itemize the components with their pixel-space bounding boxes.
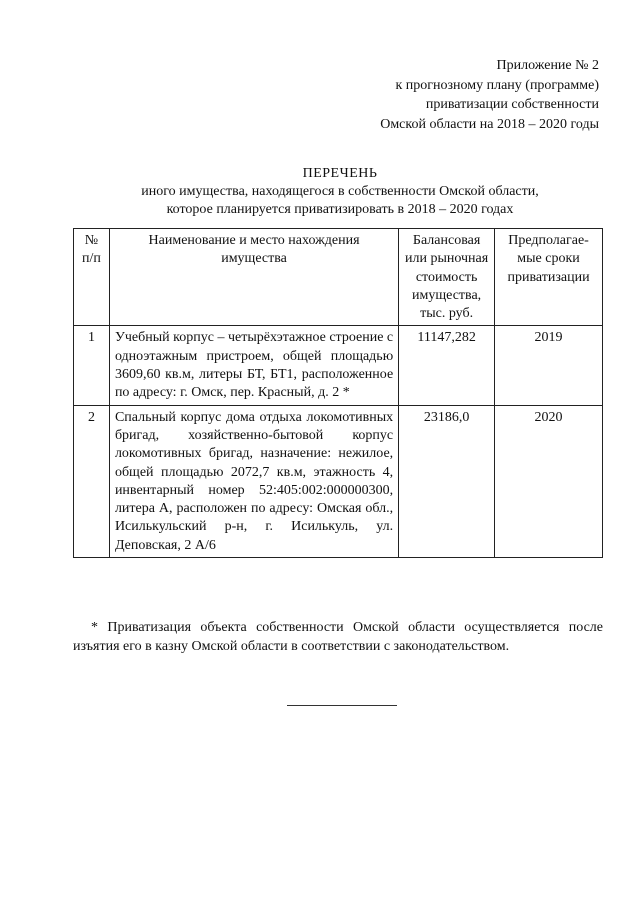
row-name: Спальный корпус дома отдыха локомотивных бригад, хозяйственно-бытовой корпус локомотивных бригад, назначение: нежилое, общей площадью 2072,7 кв.м, этажность 4, инвентарный номер 52:405:002:000000300, литера А, расположен по адресу: Омская обл., Исилькульский р-н, г. Исилькуль, ул. Деповская, 2 А/6 [109,405,398,557]
footnote [73,618,603,656]
header-name: Наименование и место нахождения имущества [109,229,398,326]
appendix-line-1: Приложение № 2 [496,58,599,73]
table-row [74,326,603,405]
title-main: ПЕРЕЧЕНЬ [302,166,378,181]
appendix-line-3: приватизации собственности [425,97,599,112]
title-line-2: иного имущества, находящегося в собственности Омской области, [141,184,539,199]
document-title [0,165,640,219]
appendix-header [380,56,599,134]
row-term: 2020 [495,405,603,557]
property-table [73,228,603,558]
footnote-text: * Приватизация объекта собственности Омской области осуществляется после изъятия его в казну Омской области в соответствии с законодательством. [73,620,603,654]
title-line-3: которое планируется приватизировать в 2018 – 2020 годах [166,202,514,217]
appendix-line-2: к прогнозному плану (программе) [395,77,599,93]
header-term: Предполагае-мые сроки приватизации [495,229,603,326]
row-cost: 23186,0 [399,405,495,557]
appendix-line-4: Омской области на 2018 – 2020 годы [380,116,599,132]
table-row [74,405,603,557]
row-term: 2019 [495,326,603,405]
row-name: Учебный корпус – четырёхэтажное строение с одноэтажным пристроем, общей площадью 3609,60 кв.м, литеры БТ, БТ1, расположенное по адресу: г. Омск, пер. Красный, д. 2 * [109,326,398,405]
header-cost: Балансовая или рыночная стоимость имущества, тыс. руб. [399,229,495,326]
row-cost: 11147,282 [399,326,495,405]
header-num: № п/п [74,229,110,326]
row-num: 2 [74,405,110,557]
table-header-row [74,229,603,326]
closing-divider [287,705,397,706]
row-num: 1 [74,326,110,405]
